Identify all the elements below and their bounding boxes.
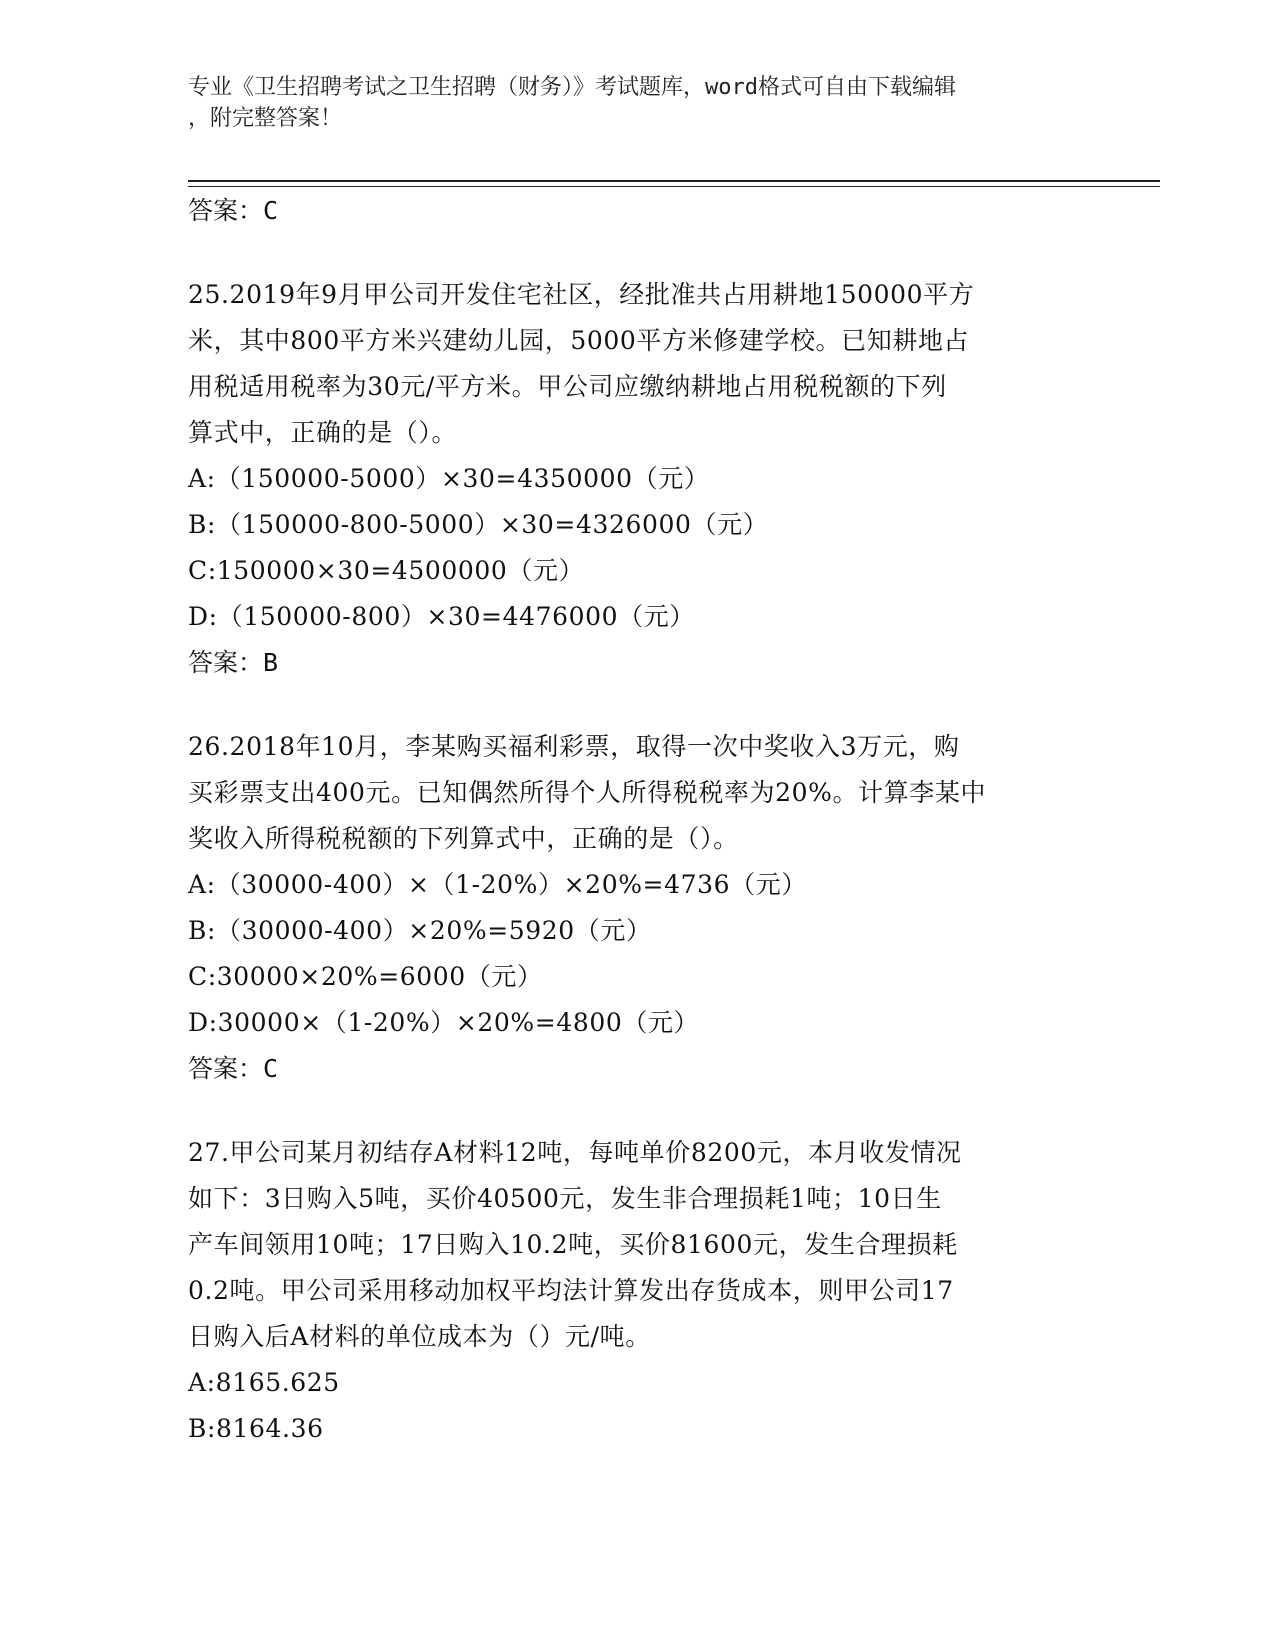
option-a: A:8165.625 — [188, 1368, 340, 1397]
answer-line: 答案：B — [188, 648, 279, 677]
answer-line: 答案：C — [188, 1054, 279, 1083]
question-stem-line: 26.2018年10月，李某购买福利彩票，取得一次中奖收入3万元，购 — [188, 732, 960, 761]
question-stem-line: 算式中，正确的是（）。 — [188, 418, 458, 447]
question-stem-line: 27.甲公司某月初结存A材料12吨，每吨单价8200元，本月收发情况 — [188, 1138, 962, 1167]
question-27 — [188, 1130, 1088, 1452]
document-body — [188, 188, 1088, 1452]
header-line-1: 专业《卫生招聘考试之卫生招聘（财务）》考试题库，word格式可自由下载编辑 — [188, 75, 956, 100]
question-stem-line: 用税适用税率为30元/平方米。甲公司应缴纳耕地占用税税额的下列 — [188, 372, 947, 401]
option-c: C:150000×30=4500000（元） — [188, 556, 585, 585]
previous-answer: 答案：C — [188, 196, 279, 225]
header-rule-thin — [188, 186, 1160, 187]
question-stem-line: 0.2吨。甲公司采用移动加权平均法计算发出存货成本，则甲公司17 — [188, 1276, 954, 1305]
question-stem-line: 奖收入所得税税额的下列算式中，正确的是（）。 — [188, 824, 739, 853]
question-stem-line: 买彩票支出400元。已知偶然所得个人所得税税率为20%。计算李某中 — [188, 778, 987, 807]
option-a: A:（150000-5000）×30=4350000（元） — [188, 464, 710, 493]
option-d: D:（150000-800）×30=4476000（元） — [188, 602, 695, 631]
header-line-2: ，附完整答案！ — [188, 106, 343, 131]
question-26 — [188, 724, 1088, 1092]
header-rule-thick — [188, 180, 1160, 182]
option-b: B:（150000-800-5000）×30=4326000（元） — [188, 510, 769, 539]
option-c: C:30000×20%=6000（元） — [188, 962, 543, 991]
option-b: B:8164.36 — [188, 1414, 324, 1443]
document-header — [188, 72, 1088, 134]
question-25 — [188, 272, 1088, 686]
question-stem-line: 25.2019年9月甲公司开发住宅社区，经批准共占用耕地150000平方 — [188, 280, 975, 309]
option-d: D:30000×（1-20%）×20%=4800（元） — [188, 1008, 700, 1037]
question-stem-line: 如下：3日购入5吨，买价40500元，发生非合理损耗1吨；10日生 — [188, 1184, 942, 1213]
option-a: A:（30000-400）×（1-20%）×20%=4736（元） — [188, 870, 807, 899]
question-stem-line: 日购入后A材料的单位成本为（）元/吨。 — [188, 1322, 651, 1351]
question-stem-line: 产车间领用10吨；17日购入10.2吨，买价81600元，发生合理损耗 — [188, 1230, 958, 1259]
question-stem-line: 米，其中800平方米兴建幼儿园，5000平方米修建学校。已知耕地占 — [188, 326, 970, 355]
option-b: B:（30000-400）×20%=5920（元） — [188, 916, 652, 945]
